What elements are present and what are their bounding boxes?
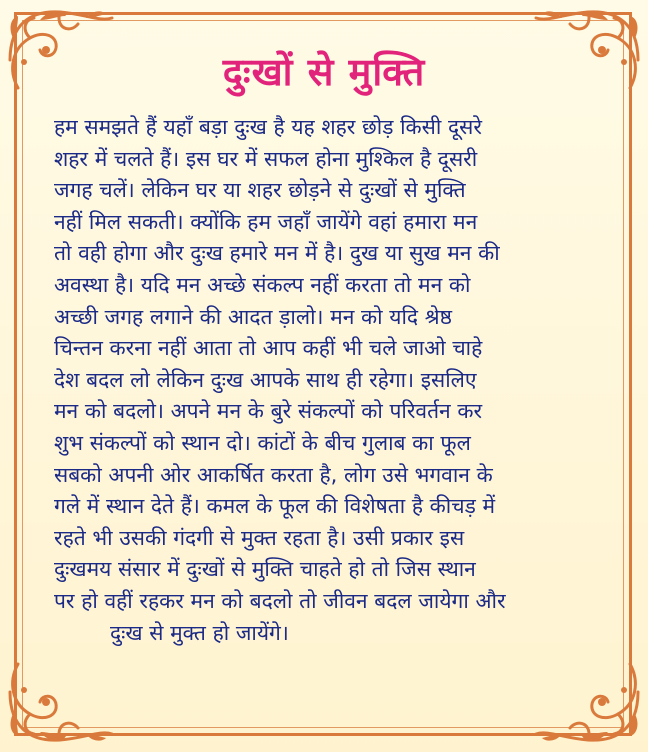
text-line: चिन्तन करना नहीं आता तो आप कहीं भी चले जाओ चाहे — [54, 336, 483, 361]
text-line: शहर में चलते हैं। इस घर में सफल होना मुश्किल है दूसरी — [54, 146, 478, 171]
ornament-corner-bottom-right-icon — [528, 652, 648, 752]
text-line: सबको अपनी ओर आकर्षित करता है, लोग उसे भगवान के — [54, 462, 493, 487]
article-body — [54, 112, 602, 649]
text-line: नहीं मिल सकती। क्योंकि हम जहाँ जायेंगे वहां हमारा मन — [54, 209, 478, 234]
text-line: मन को बदलो। अपने मन के बुरे संकल्पों को परिवर्तन कर — [54, 399, 483, 424]
text-line: अवस्था है। यदि मन अच्छे संकल्प नहीं करता तो मन को — [54, 272, 471, 297]
text-line-final: दुःख से मुक्त हो जायेंगे। — [110, 620, 289, 645]
text-line: दुःखमय संसार में दुःखों से मुक्ति चाहते हो तो जिस स्थान — [54, 557, 476, 582]
ornament-corner-bottom-left-icon — [0, 652, 120, 752]
text-line: गले में स्थान देते हैं। कमल के फूल की विशेषता है कीचड़ में — [54, 494, 496, 519]
text-line: देश बदल लो लेकिन दुःख आपके साथ ही रहेगा। इसलिए — [54, 367, 477, 392]
text-line: अच्छी जगह लगाने की आदत ड़ालो। मन को यदि श्रेष्ठ — [54, 304, 452, 329]
page-title: दुःखों से मुक्ति — [222, 50, 426, 94]
text-line: पर हो वहीं रहकर मन को बदलो तो जीवन बदल जायेगा और — [54, 588, 506, 613]
text-line: हम समझते हैं यहाँ बड़ा दुःख है यह शहर छोड़ किसी दूसरे — [54, 115, 482, 139]
text-line: रहते भी उसकी गंदगी से मुक्त रहता है। उसी प्रकार इस — [54, 525, 465, 550]
text-line: जगह चलें। लेकिन घर या शहर छोड़ने से दुःखों से मुक्ति — [54, 178, 466, 203]
text-line: शुभ संकल्पों को स्थान दो। कांटों के बीच गुलाब का फूल — [54, 430, 471, 455]
text-line: तो वही होगा और दुःख हमारे मन में है। दुख या सुख मन की — [54, 241, 500, 266]
